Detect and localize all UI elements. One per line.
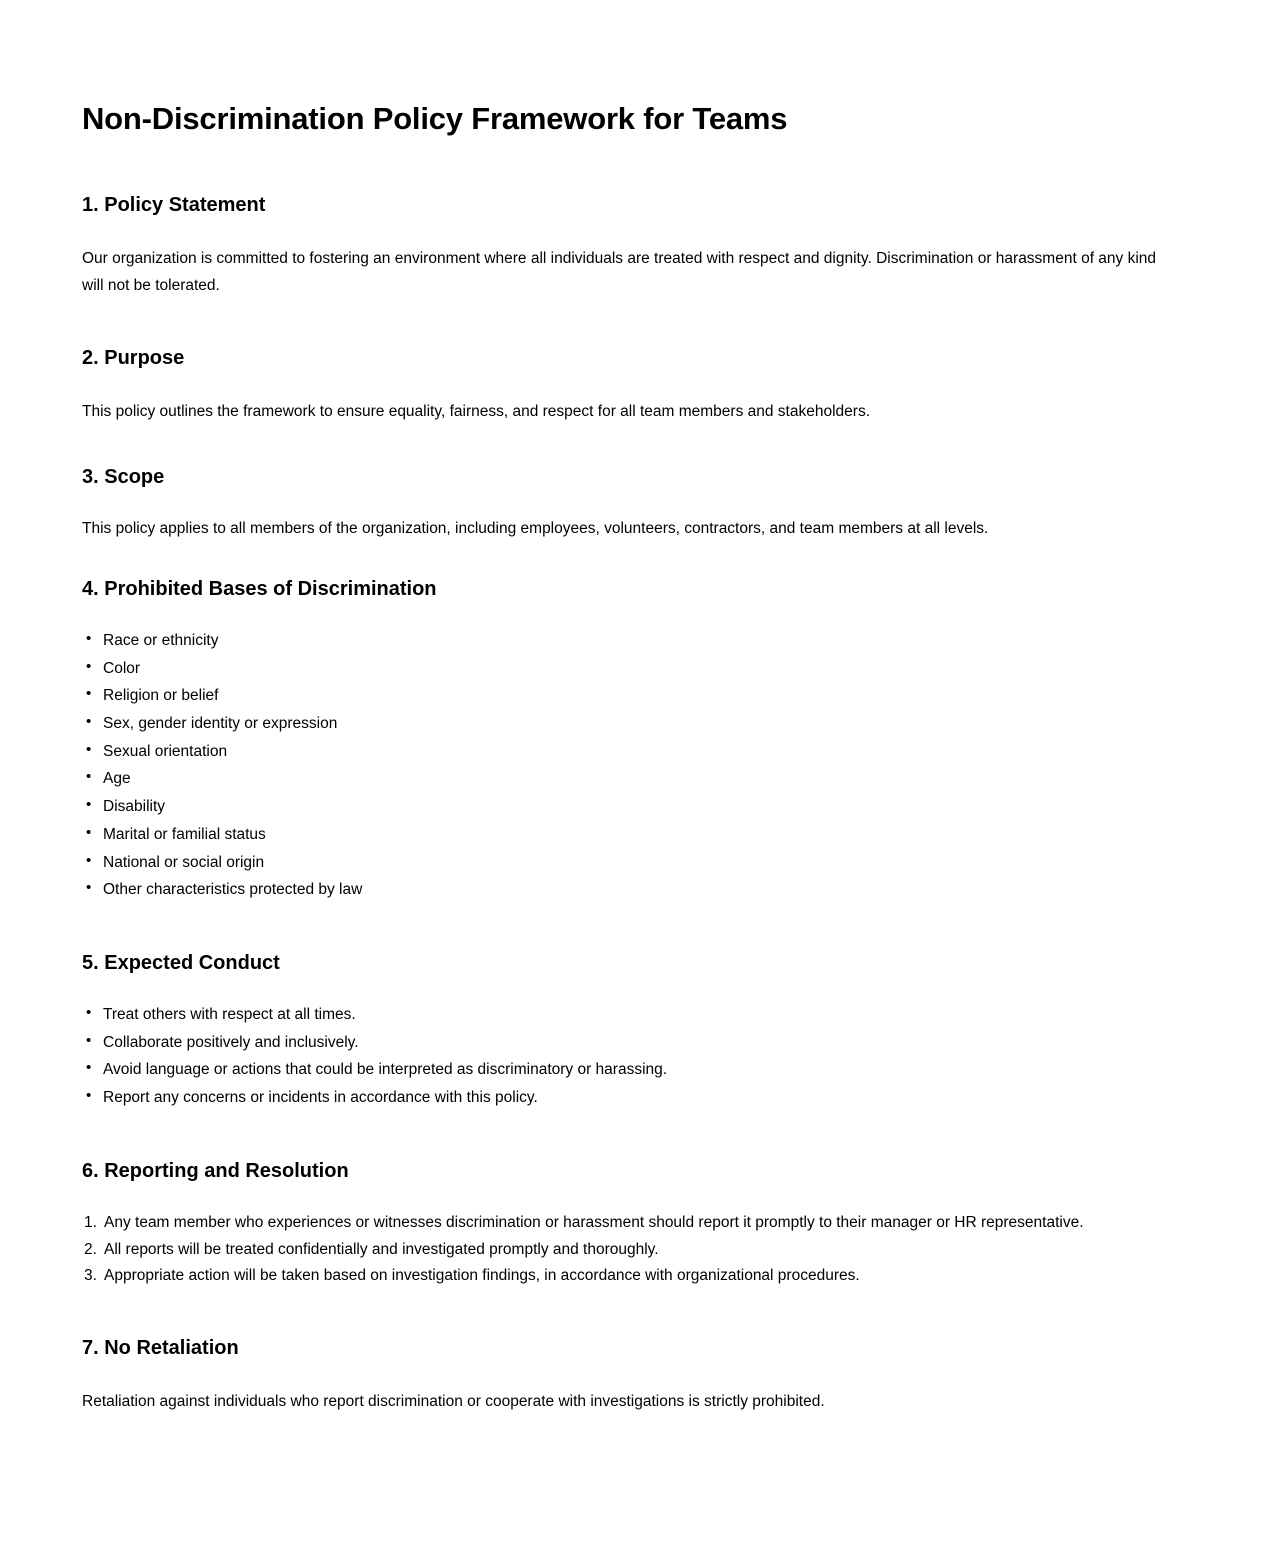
list-item: • Race or ethnicity: [82, 628, 1163, 654]
section-heading: 6. Reporting and Resolution: [82, 1159, 349, 1182]
section-heading: 2. Purpose: [82, 346, 185, 369]
list-item: • Disability: [82, 794, 1163, 820]
reporting-steps-list: [82, 1210, 1163, 1290]
section-heading: 1. Policy Statement: [82, 194, 266, 217]
page-title: Non-Discrimination Policy Framework for Teams: [82, 101, 788, 136]
section-expected-conduct: [82, 951, 1163, 1111]
section-heading: 3. Scope: [82, 466, 165, 489]
section-paragraph: This policy applies to all members of the organization, including employees, volunteers, contractors, and team members at all levels.: [82, 520, 989, 538]
list-item: • Other characteristics protected by law: [82, 877, 1163, 903]
list-item: • Treat others with respect at all times.: [82, 1002, 1163, 1028]
prohibited-bases-list: [82, 628, 1163, 903]
section-no-retaliation: [82, 1336, 1163, 1416]
list-item: • Color: [82, 656, 1163, 682]
list-item: Appropriate action will be taken based on investigation findings, in accordance with organizational procedures.: [104, 1267, 860, 1285]
section-paragraph: This policy outlines the framework to ensure equality, fairness, and respect for all team members and stakeholders.: [82, 402, 871, 420]
section-purpose: [82, 346, 1163, 426]
section-reporting-resolution: [82, 1159, 1163, 1290]
list-item: • Marital or familial status: [82, 822, 1163, 848]
section-policy-statement: [82, 193, 1163, 299]
section-heading: 7. No Retaliation: [82, 1336, 239, 1359]
list-item: • Avoid language or actions that could be interpreted as discriminatory or harassing.: [82, 1057, 1163, 1083]
list-item: Any team member who experiences or witnesses discrimination or harassment should report it promptly to their manager or HR representative.: [104, 1213, 1084, 1231]
list-item: • Sexual orientation: [82, 739, 1163, 765]
section-heading: 5. Expected Conduct: [82, 952, 280, 974]
expected-conduct-list: [82, 1002, 1163, 1111]
list-item: • National or social origin: [82, 850, 1163, 876]
list-item: • Age: [82, 766, 1163, 792]
list-item: • Sex, gender identity or expression: [82, 711, 1163, 737]
section-scope: [82, 465, 1163, 543]
list-item: • Report any concerns or incidents in accordance with this policy.: [82, 1085, 1163, 1111]
list-item: • Religion or belief: [82, 683, 1163, 709]
section-paragraph: Our organization is committed to fostering an environment where all individuals are treated with respect and dignity. Discrimination or harassment of any kind will not be tolerated.: [82, 250, 1157, 294]
section-heading: 4. Prohibited Bases of Discrimination: [82, 577, 437, 600]
section-prohibited-bases: [82, 577, 1163, 903]
list-item: All reports will be treated confidentially and investigated promptly and thoroughly.: [104, 1240, 659, 1258]
section-paragraph: Retaliation against individuals who report discrimination or cooperate with investigations is strictly prohibited.: [82, 1392, 825, 1410]
list-item: • Collaborate positively and inclusively.: [82, 1030, 1163, 1056]
